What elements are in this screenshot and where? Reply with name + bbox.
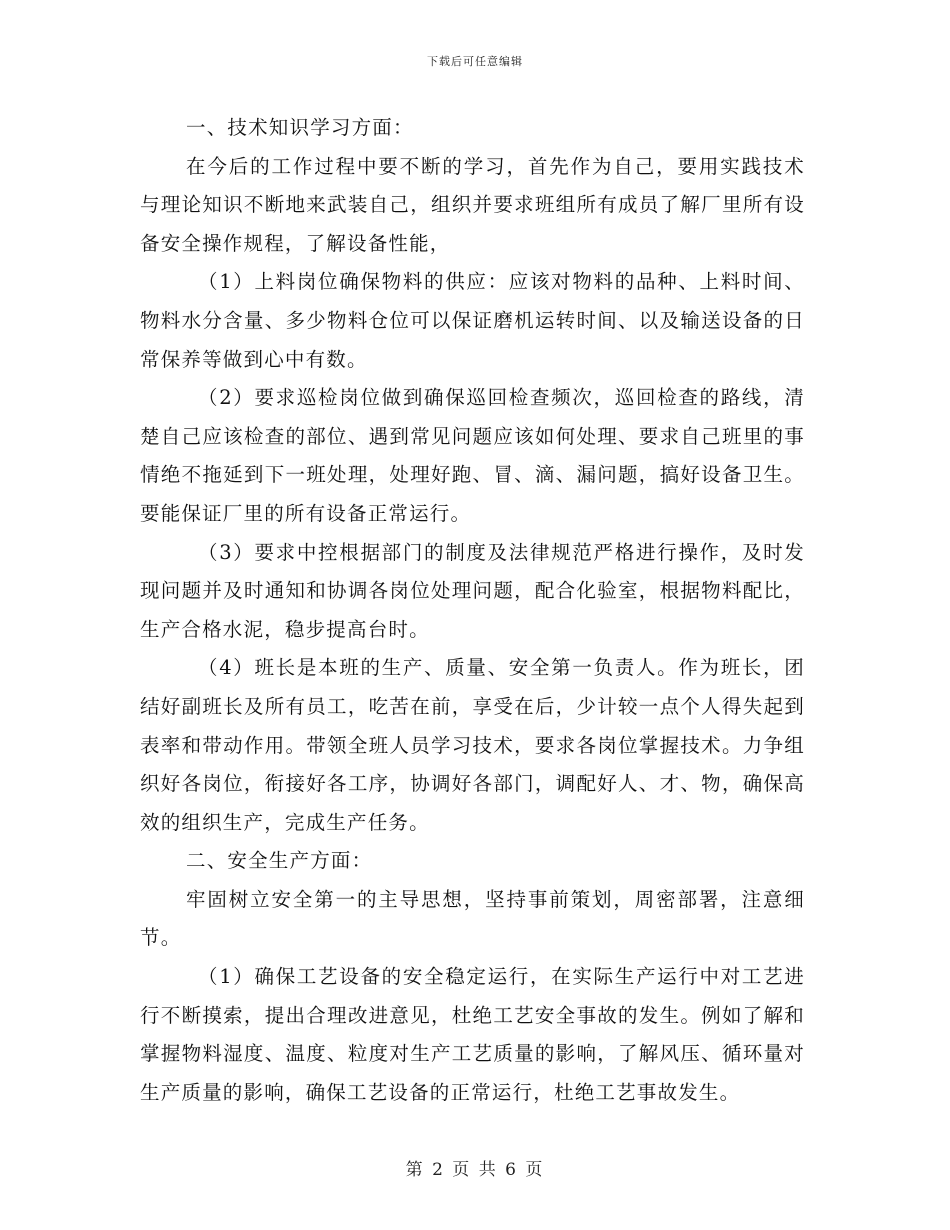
document-body bbox=[140, 109, 805, 1112]
paragraph-item-1: （1）上料岗位确保物料的供应：应该对物料的品种、上料时间、物料水分含量、多少物料仓位可以保证磨机运转时间、以及输送设备的日常保养等做到心中有数。 bbox=[140, 270, 805, 371]
header-note: 下载后可任意编辑 bbox=[427, 55, 523, 68]
paragraph-safety-item-1: （1）确保工艺设备的安全稳定运行，在实际生产运行中对工艺进行不断摸索，提出合理改进意见，杜绝工艺安全事故的发生。例如了解和掌握物料湿度、温度、粒度对生产工艺质量的影响，了解风压、循环量对生产质量的影响，确保工艺设备的正常运行，杜绝工艺事故发生。 bbox=[140, 965, 805, 1104]
section-heading-technical: 一、技术知识学习方面： bbox=[186, 116, 414, 139]
paragraph-item-2: （2）要求巡检岗位做到确保巡回检查频次，巡回检查的路线，清楚自己应该检查的部位、遇到常见问题应该如何处理、要求自己班里的事情绝不拖延到下一班处理，处理好跑、冒、滴、漏问题，搞好设备卫生。要能保证厂里的所有设备正常运行。 bbox=[140, 386, 805, 525]
paragraph-safety-intro: 牢固树立安全第一的主导思想，坚持事前策划，周密部署，注意细节。 bbox=[140, 887, 805, 950]
paragraph-intro: 在今后的工作过程中要不断的学习，首先作为自己，要用实践技术与理论知识不断地来武装自己，组织并要求班组所有成员了解厂里所有设备安全操作规程，了解设备性能， bbox=[140, 154, 805, 255]
paragraph-item-3: （3）要求中控根据部门的制度及法律规范严格进行操作，及时发现问题并及时通知和协调各岗位处理问题，配合化验室，根据物料配比，生产合格水泥，稳步提高台时。 bbox=[140, 540, 805, 641]
section-heading-safety: 二、安全生产方面： bbox=[186, 849, 373, 873]
paragraph-item-4: （4）班长是本班的生产、质量、安全第一负责人。作为班长，团结好副班长及所有员工，吃苦在前，享受在后，少计较一点个人得失起到表率和带动作用。带领全班人员学习技术，要求各岗位掌握技术。力争组织好各岗位，衔接好各工序，协调好各部门，调配好人、才、物，确保高效的组织生产，完成生产任务。 bbox=[140, 656, 805, 834]
page-number: 第 2 页 共 6 页 bbox=[405, 1160, 545, 1180]
